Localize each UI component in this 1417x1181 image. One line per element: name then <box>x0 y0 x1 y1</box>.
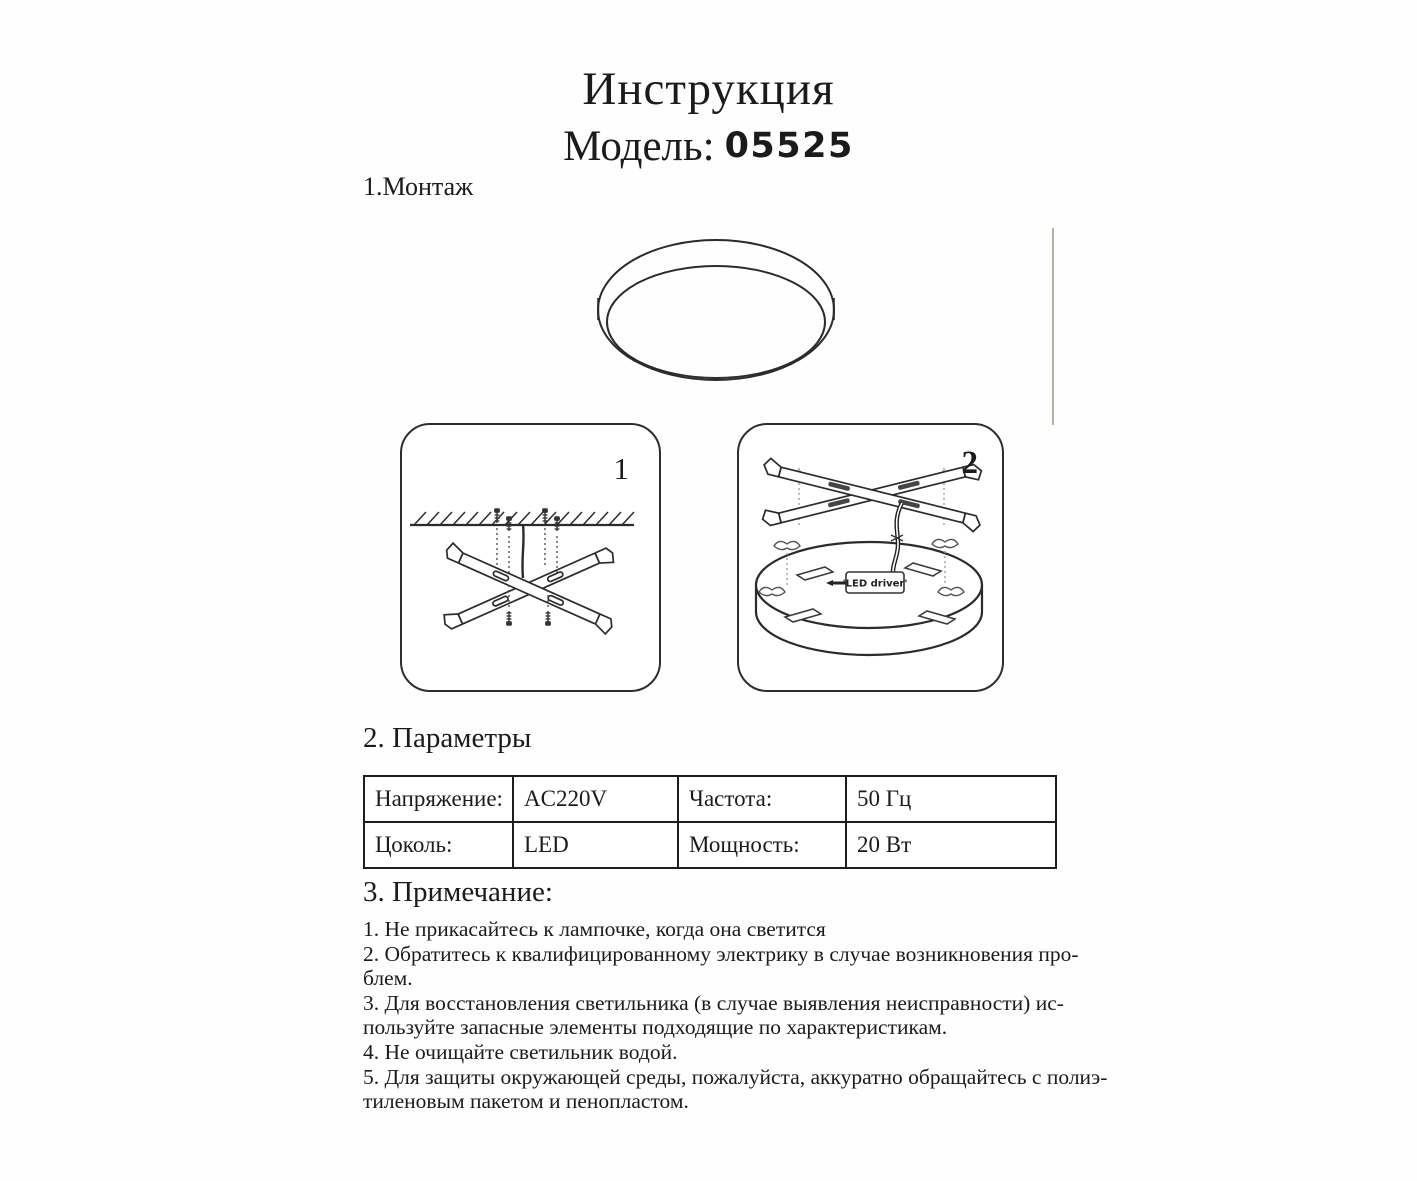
figure-1-label: 1 <box>613 451 629 486</box>
model-number: 05525 <box>724 126 854 166</box>
model-label: Модель: <box>563 123 715 170</box>
param-label-power: Мощность: <box>678 822 846 868</box>
param-value-voltage: AC220V <box>513 776 678 822</box>
section-heading-parameters: 2. Параметры <box>363 722 532 754</box>
screw-icon <box>543 509 548 523</box>
param-value-frequency: 50 Гц <box>846 776 1056 822</box>
parameters-table <box>363 775 1057 869</box>
param-label-socket: Цоколь: <box>364 822 513 868</box>
section-heading-montage: 1.Монтаж <box>363 172 474 201</box>
param-value-socket: LED <box>513 822 678 868</box>
note-line: 2. Обратитесь к квалифицированному электрику в случае возникновения про- <box>363 941 1079 966</box>
ceiling-hatch <box>414 512 634 525</box>
figure-2-box <box>737 423 1004 692</box>
figure-1-box <box>400 423 661 692</box>
note-line: 4. Не очищайте светильник водой. <box>363 1039 678 1064</box>
bracket-hook-icon <box>762 457 782 477</box>
table-row <box>364 776 1056 822</box>
note-line: 5. Для защиты окружающей среды, пожалуйста, аккуратно обращайтесь с полиэ- <box>363 1064 1108 1089</box>
document-title: Инструкция <box>582 63 835 115</box>
screw-icon <box>546 611 551 625</box>
figure-2-label: 2 <box>961 445 978 481</box>
note-line: 1. Не прикасайтесь к лампочке, когда она светится <box>363 917 826 941</box>
led-driver-label: 'LED driver' <box>842 578 908 590</box>
cross-bracket-bar-2 <box>761 457 984 533</box>
screw-icon <box>495 509 500 523</box>
param-value-power: 20 Вт <box>846 822 1056 868</box>
bracket-hook-icon <box>962 513 982 533</box>
param-label-frequency: Частота: <box>678 776 846 822</box>
power-wire <box>522 525 523 578</box>
lamp-diffuser <box>607 266 825 378</box>
ceiling-lamp-drawing <box>595 236 837 384</box>
screw-icon <box>507 611 512 625</box>
note-line: тиленовым пакетом и пенопластом. <box>363 1089 689 1114</box>
note-line: 3. Для восстановления светильника (в случае выявления неисправности) ис- <box>363 990 1064 1015</box>
table-row <box>364 822 1056 868</box>
bracket-hook-icon <box>761 507 781 527</box>
scan-artifact-line <box>1052 228 1054 425</box>
section-heading-notes: 3. Примечание: <box>363 876 553 908</box>
model-line <box>0 122 1417 171</box>
note-line: пользуйте запасные элементы подходящие по характеристикам. <box>363 1015 948 1040</box>
note-line: блем. <box>363 966 413 991</box>
notes-list <box>363 917 1108 1114</box>
param-label-voltage: Напряжение: <box>364 776 513 822</box>
